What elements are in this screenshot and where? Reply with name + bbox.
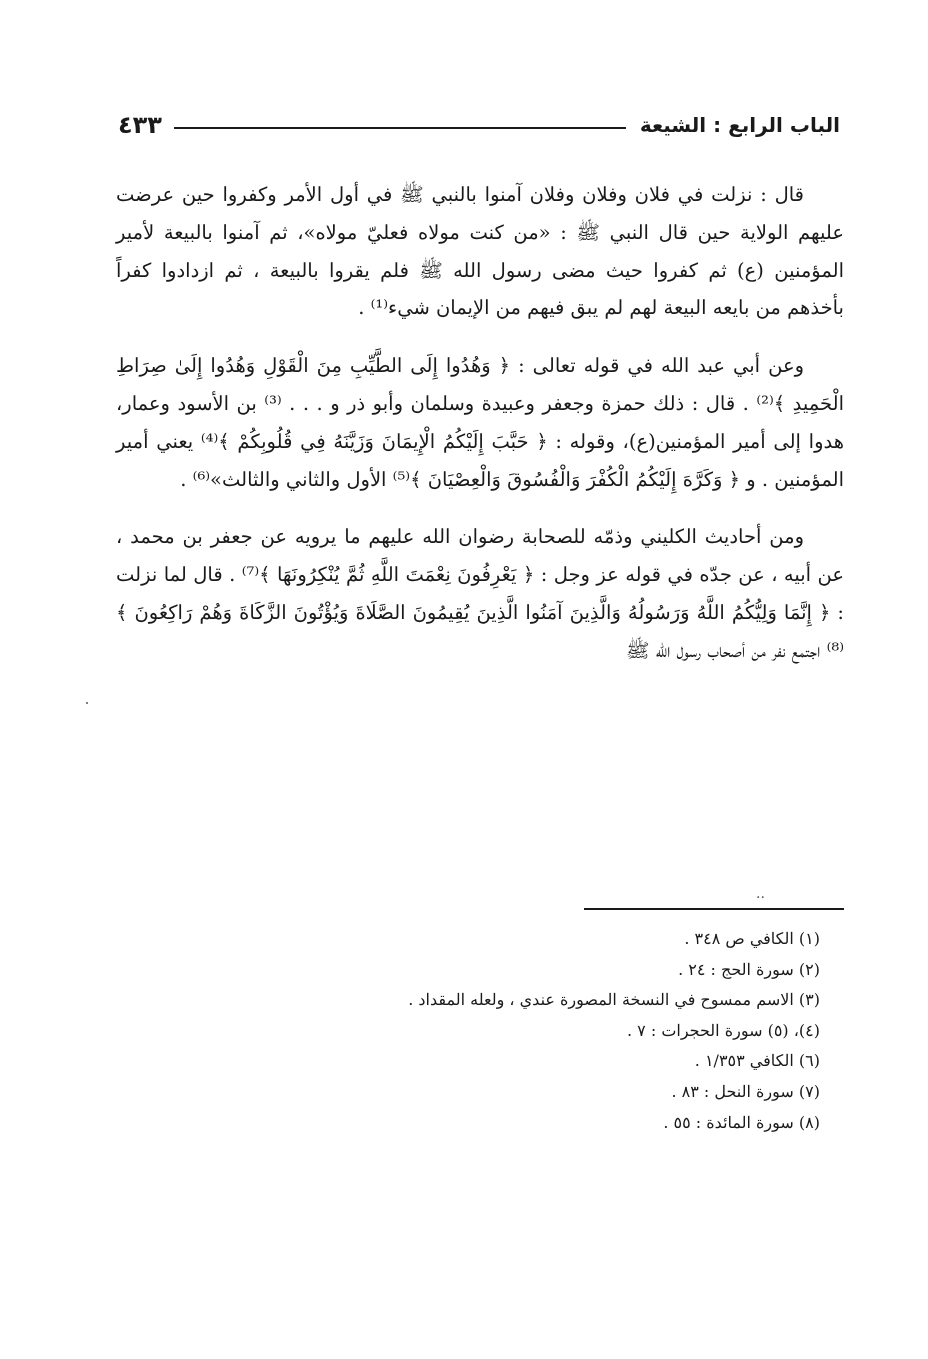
footnote-item: (١) الكافي ص ٣٤٨ . [684,929,820,948]
footnote-item: (٣) الاسم ممسوح في النسخة المصورة عندي ، ولعله المقداد . [408,990,820,1010]
footnote-rule [584,908,844,910]
footnote-item: (٤)، (٥) سورة الحجرات : ٧ . [626,1020,820,1040]
footnote-item: (٧) سورة النحل : ٨٣ . [671,1081,820,1101]
footnote-item: (٦) الكافي ١/٣٥٣ . [694,1051,820,1071]
footnotes-list [300,924,820,1138]
paragraph: قال : نزلت في فلان وفلان وفلان آمنوا بالنبي ﷺ في أول الأمر وكفروا حين عرضت عليهم الولاية حين قال النبي ﷺ : «من كنت مولاه فعليّ مولاه»، ثم آمنوا بالبيعة لأمير المؤمنين (ع) ثم كفروا حيث مضى رسول الله ﷺ فلم يقروا بالبيعة ، ثم ازدادوا كفراً بأخذهم من بايعه البيعة لهم لم يبق فيهم من الإيمان شيء⁽¹⁾ . [116,183,844,320]
margin-mark [86,702,88,704]
paragraph: ومن أحاديث الكليني وذمّه للصحابة رضوان الله عليهم ما يرويه عن جعفر بن محمد ، عن أبيه ، عن جدّه في قوله عز وجل : ﴿ يَعْرِفُونَ نِعْمَتَ اللَّهِ ثُمَّ يُنْكِرُونَهَا ﴾⁽⁷⁾ . قال لما نزلت : ﴿ إِنَّمَا وَلِيُّكُمُ اللَّهُ وَرَسُولُهُ وَالَّذِينَ آمَنُوا الَّذِينَ يُقِيمُونَ الصَّلَاةَ وَيُؤْتُونَ الزَّكَاةَ وَهُمْ رَاكِعُونَ ﴾⁽⁸⁾ اجتمع نفر من أصحاب رسول الله ﷺ [116,525,844,662]
running-header [118,108,840,142]
page-number: ٤٣٣ [118,111,162,139]
chapter-title: الباب الرابع : الشيعة [639,113,840,137]
footnote-item: (٢) سورة الحج : ٢٤ . [678,959,820,979]
footnote-item: (٨) سورة المائدة : ٥٥ . [663,1112,820,1132]
main-text [116,176,844,690]
paragraph: وعن أبي عبد الله في قوله تعالى : ﴿ وَهُدُوا إِلَى الطَّيِّبِ مِنَ الْقَوْلِ وَهُدُوا إِلَىٰ صِرَاطِ الْحَمِيدِ ﴾⁽²⁾ . قال : ذلك حمزة وجعفر وعبيدة وسلمان وأبو ذر و . . . ⁽³⁾ بن الأسود وعمار، هدوا إلى أمير المؤمنين(ع)، وقوله : ﴿ حَبَّبَ إِلَيْكُمُ الْإِيمَانَ وَزَيَّنَهُ فِي قُلُوبِكُمْ ﴾⁽⁴⁾ يعني أمير المؤمنين . و ﴿ وَكَرَّهَ إِلَيْكُمُ الْكُفْرَ وَالْفُسُوقَ وَالْعِصْيَانَ ﴾⁽⁵⁾ الأول والثاني والثالث»⁽⁶⁾ . [116,354,845,491]
margin-dots: .. [756,886,765,902]
header-rule [174,127,626,129]
